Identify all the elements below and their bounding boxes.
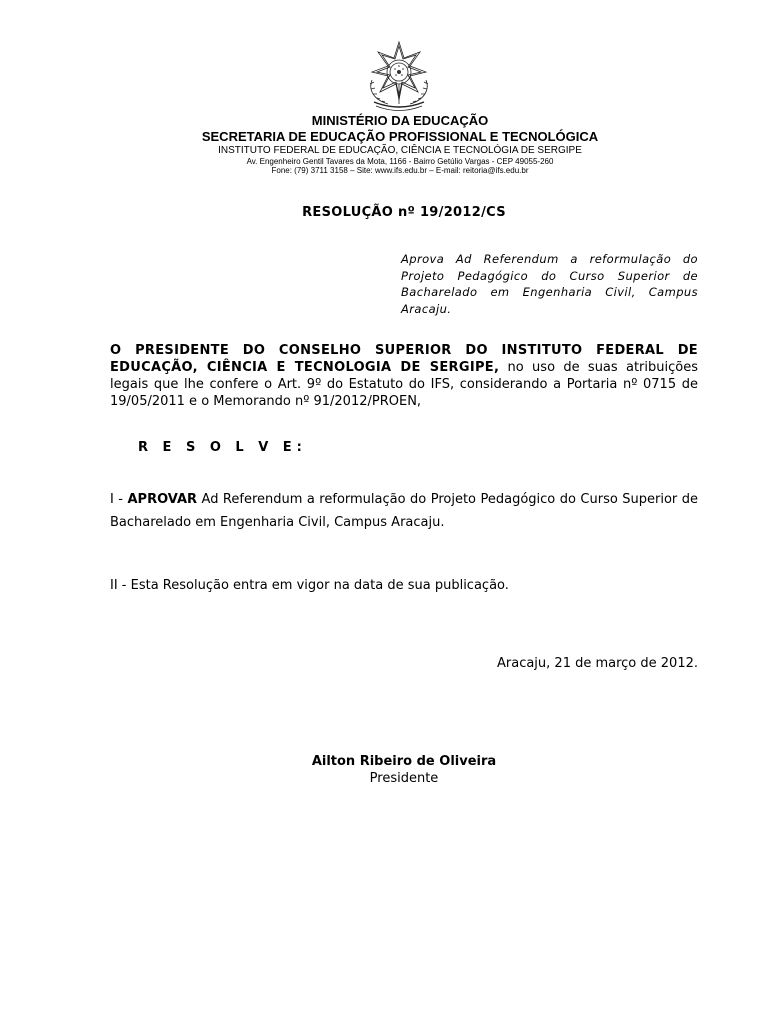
date-and-place: Aracaju, 21 de março de 2012. xyxy=(496,656,698,671)
preamble-text: no uso de suas atribuições legais que lhe confere o Art. 9º do Estatuto do IFS, considerando a Portaria nº 0715 de 19/05/2011 e o Memorando nº 91/2012/PROEN, xyxy=(110,360,698,409)
article-two: II - Esta Resolução entra em vigor na data de sua publicação. xyxy=(110,578,509,593)
signatory-role: Presidente xyxy=(369,771,439,786)
article-one-text: Ad Referendum a reformulação do Projeto Pedagógico do Curso Superior de Bacharelado em Engenharia Civil, Campus Aracaju. xyxy=(110,492,698,530)
preamble-bold-text: O PRESIDENTE DO CONSELHO SUPERIOR DO INSTITUTO FEDERAL DE EDUCAÇÃO, CIÊNCIA E TECNOLOGIA DE SERGIPE, xyxy=(110,343,698,375)
contact-line: Fone: (79) 3711 3158 – Site: www.ifs.edu.br – E-mail: reitoria@ifs.edu.br xyxy=(271,166,529,175)
address-line: Av. Engenheiro Gentil Tavares da Mota, 1166 - Bairro Getúlio Vargas - CEP 49055-260 xyxy=(246,157,554,166)
resolve-heading: R E S O L V E: xyxy=(138,440,307,455)
preamble-paragraph xyxy=(110,342,698,410)
article-one-verb: APROVAR xyxy=(127,492,198,507)
signatory-name: Ailton Ribeiro de Oliveira xyxy=(311,754,497,769)
resolution-summary: Aprova Ad Referendum a reformulação do Projeto Pedagógico do Curso Superior de Bacharelado em Engenharia Civil, Campus Aracaju. xyxy=(401,252,698,316)
article-one-prefix: I - xyxy=(110,492,128,507)
secretariat-heading: SECRETARIA DE EDUCAÇÃO PROFISSIONAL E TECNOLÓGICA xyxy=(201,129,599,144)
article-one xyxy=(110,488,698,534)
resolution-title: RESOLUÇÃO nº 19/2012/CS xyxy=(302,205,506,220)
coat-of-arms-emblem xyxy=(358,40,440,112)
institute-heading: INSTITUTO FEDERAL DE EDUCAÇÃO, CIÊNCIA E TECNOLÓGIA DE SERGIPE xyxy=(218,145,582,156)
ministry-heading: MINISTÉRIO DA EDUCAÇÃO xyxy=(311,113,489,128)
